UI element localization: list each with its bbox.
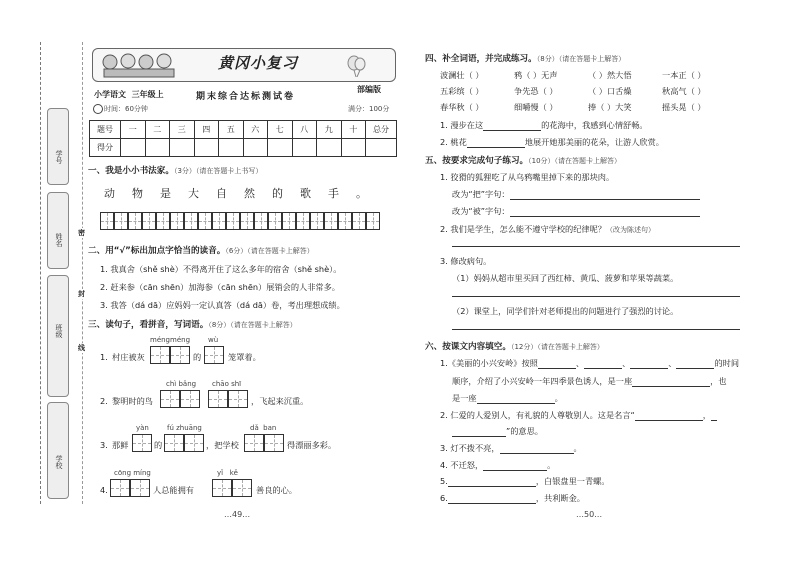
s4-q2: 2. 桃花 地展开她那美丽的花朵，让游人欣赏。 [440,137,664,147]
s3-title: 三、读句子，看拼音，写词语。（8分）（请在答题卡上解答） [88,320,297,330]
s3-q3-pinyin2: dǎ ban [250,424,277,432]
full-score: 满分：100分 [348,105,390,113]
sample-char: 大 [188,187,199,200]
score-header: 题号 [90,121,121,139]
score-cell[interactable] [219,139,244,157]
score-header: 九 [317,121,342,139]
clock-icon [93,104,103,114]
s4-r3c1: 春华秋（ ） [440,102,484,112]
blank[interactable] [452,427,506,437]
blank[interactable] [448,477,536,487]
answer-box[interactable] [212,479,232,497]
side-label-class: 班级 [55,324,63,338]
score-cell[interactable] [145,139,170,157]
side-box-2 [47,192,69,269]
answer-box[interactable] [184,434,204,452]
fold-mi: 密 [78,229,85,237]
time-limit: 时间：60分钟 [104,105,148,113]
blank[interactable] [483,121,541,131]
edition-badge: 部编版 [357,85,381,94]
score-cell[interactable] [317,139,342,157]
answer-line[interactable] [452,329,740,330]
s3-q3-pre: 那鲜 [112,440,129,450]
s4-r2c2: 争先恐（ ） [514,86,558,96]
blank[interactable] [584,359,622,369]
score-cell[interactable] [194,139,219,157]
blank[interactable] [477,394,555,404]
blank[interactable] [500,444,574,454]
s3-q3-mid0: 的 [154,440,163,450]
s4-q1: 1. 漫步在这 的花海中，我感到心情舒畅。 [440,120,648,130]
answer-line[interactable] [452,296,740,297]
subject: 小学语文 三年级上 [94,90,164,99]
writing-grid[interactable] [100,212,390,230]
s3-q2-pre: 黎明时的鸟 [112,396,153,406]
s5-q2: 2. 我们是学生，怎么能不遵守学校的纪律呢？（改为陈述句） [440,224,655,234]
score-cell[interactable] [170,139,195,157]
s4-r1c2: 鸦（ ）无声 [514,70,558,80]
s4-r3c3: 捧（ ）大笑 [588,102,632,112]
s6-q5: 5. ，白银盘里一青螺。 [440,476,610,486]
brand-title: 黄冈小复习 [218,54,299,72]
blank[interactable] [448,494,536,504]
side-label-id: 学号 [55,150,63,164]
s3-q1-mid: 的 [193,352,202,362]
s2-item-1: 1. 我真舍（shě shè）不得离开住了这么多年的宿舍（shě shè）。 [100,264,342,274]
side-box-1 [47,108,69,185]
score-cell[interactable] [366,139,397,157]
answer-box[interactable] [180,390,200,408]
sample-char: 是 [160,187,171,200]
blank[interactable] [483,461,547,471]
sample-char: 物 [132,187,143,200]
s3-q1-pinyin1: méngméng [150,336,191,344]
s6-q6: 6. ，共利断金。 [440,493,585,503]
score-table [89,120,397,157]
s6-q1-line1: 1.《美丽的小兴安岭》按照 、 、 、 的时间 [440,358,740,368]
blank[interactable] [711,411,717,421]
calligraphy-sample [104,183,394,201]
fold-line [82,42,83,504]
s3-q2-post: ，飞起来沉重。 [251,396,309,406]
s3-q3-post: 得漂丽多彩。 [287,440,337,450]
score-cell[interactable] [268,139,293,157]
s3-q3-pinyin0: yàn [136,424,149,432]
s3-q2-pinyin2: chāo shī [212,380,242,388]
s4-r2c1: 五彩缤（ ） [440,86,484,96]
score-label: 得分 [90,139,121,157]
s4-r3c4: 摇头晃（ ） [662,102,706,112]
s4-r3c2: 细嚼慢（ ） [514,102,558,112]
balloon-icon [345,55,367,79]
s5-q3b: （2）课堂上，同学们针对老师提出的问题进行了强烈的讨论。 [452,306,679,316]
score-header: 八 [292,121,317,139]
score-cell[interactable] [292,139,317,157]
s2-title: 二、用“√”标出加点字恰当的读音。（6分）（请在答题卡上解答） [88,246,314,256]
blank[interactable] [630,359,668,369]
s4-r1c3: （ ）然大悟 [588,70,632,80]
answer-box[interactable] [264,434,284,452]
s3-q4-mid: 人总能拥有 [153,485,194,495]
score-header: 总分 [366,121,397,139]
s3-q3-pinyin1: fú zhuāng [167,424,202,432]
s3-q3-mid: ，把学校 [206,440,239,450]
answer-box[interactable] [132,434,152,452]
sample-char: 自 [216,187,227,200]
s6-q1-line2: 顺序，介绍了小兴安岭一年四季景色诱人，是一座 ，也 [452,376,727,386]
answer-box[interactable] [204,346,224,364]
s3-q1-post: 笼罩着。 [228,352,261,362]
s4-r1c4: 一本正（ ） [662,70,706,80]
s4-r2c4: 秋高气（ ） [662,86,706,96]
answer-box[interactable] [208,390,228,408]
score-header: 一 [121,121,146,139]
s3-q4-pinyin2: yǐ kě [217,469,238,477]
s6-q3: 3. 灯不拨不亮， 。 [440,443,582,453]
answer-box[interactable] [228,390,248,408]
answer-box[interactable] [170,346,190,364]
answer-line[interactable] [452,246,740,247]
side-label-school: 学校 [55,455,63,469]
score-header: 四 [194,121,219,139]
answer-line[interactable] [510,207,700,217]
s5-ba: 改为“把”字句： [452,189,700,200]
score-cell[interactable] [121,139,146,157]
sample-char: 的 [272,187,283,200]
score-header: 六 [243,121,268,139]
s2-item-3: 3. 我答（dá dā）应妈妈一定认真答（dá dā）卷，考出理想成绩。 [100,300,345,310]
answer-box[interactable] [164,434,184,452]
s3-q3-num: 3. [100,440,108,450]
s6-q2-line2: ”的意思。 [452,426,543,437]
answer-box[interactable] [150,346,170,364]
fold-xian: 线 [78,344,85,352]
sample-char: 手 [328,187,339,200]
s3-q4-post: 善良的心。 [256,485,297,495]
s3-q4-pinyin1: cōng míng [114,469,151,477]
blank[interactable] [538,359,576,369]
sample-char: 。 [356,187,367,200]
s3-q2-num: 2. [100,396,108,406]
score-header: 三 [170,121,195,139]
answer-box[interactable] [160,390,180,408]
score-cell[interactable] [243,139,268,157]
s6-q2-line1: 2. 仁爱的人爱别人，有礼貌的人尊敬别人。这是名言“ ， [440,410,717,421]
paper-title: 期末综合达标测试卷 [196,92,296,102]
answer-box[interactable] [130,479,150,497]
page-number-right: …50… [576,510,603,519]
score-header: 十 [341,121,366,139]
answer-box[interactable] [244,434,264,452]
s6-title: 六、按课文内容填空。（12分）（请在答题卡上解答） [425,342,604,352]
sample-char: 歌 [300,187,311,200]
answer-line[interactable] [510,190,700,200]
s5-q1: 1. 狡猾的狐狸吃了从乌鸦嘴里掉下来的那块肉。 [440,172,615,182]
s4-r1c1: 波澜壮（ ） [440,70,484,80]
score-header: 五 [219,121,244,139]
s4-r2c3: （ ）口舌燥 [588,86,632,96]
score-header: 二 [145,121,170,139]
s1-title: 一、我是小小书法家。（3分）（请在答题卡上书写） [88,166,263,176]
s5-bei: 改为“被”字句： [452,206,700,217]
sample-char: 动 [104,187,115,200]
blank[interactable] [676,359,714,369]
side-label-name: 姓名 [55,233,63,247]
score-header: 七 [268,121,293,139]
s5-q3: 3. 修改病句。 [440,256,492,266]
s3-q1-num: 1. [100,352,108,362]
answer-box[interactable] [110,479,130,497]
s3-q1-pinyin2: wù [208,336,219,344]
kids-illustration [100,52,178,78]
sample-char: 然 [244,187,255,200]
page-number-left: …49… [224,510,251,519]
s3-q4-num: 4. [100,485,108,495]
blank[interactable] [632,377,710,387]
s5-q3a: （1）妈妈从超市里买回了西红柿、黄瓜、菠萝和苹果等蔬菜。 [452,273,679,283]
side-box-4 [47,402,69,499]
fold-feng: 封 [78,290,85,298]
s3-q1-pre: 村庄被灰 [112,352,145,362]
blank[interactable] [635,411,703,421]
answer-box[interactable] [232,479,252,497]
s6-q4: 4. 不迁怒， 。 [440,460,556,470]
s4-title: 四、补全词语，并完成练习。（8分）（请在答题卡上解答） [425,54,626,64]
s2-item-2: 2. 赶来参（cān shēn）加海参（cān shēn）展销会的人非常多。 [100,282,340,292]
blank[interactable] [467,138,525,148]
s3-q2-pinyin1: chì bǎng [166,380,197,388]
s6-q1-line3: 是一座 。 [452,393,563,403]
s5-title: 五、按要求完成句子练习。（10分）（请在答题卡上解答） [425,156,622,166]
score-cell[interactable] [341,139,366,157]
